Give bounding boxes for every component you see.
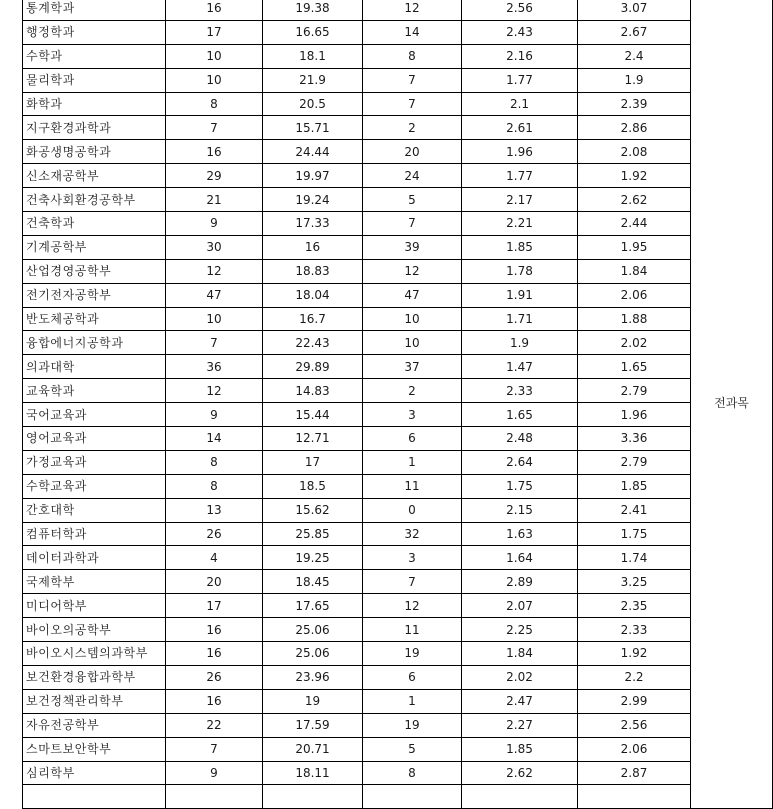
grade-a-cell: 1.85	[462, 235, 578, 259]
dept-name-cell: 산업경영공학부	[23, 259, 166, 283]
table-row	[23, 164, 773, 188]
grade-b-cell: 2.4	[578, 44, 691, 68]
count-a-cell: 7	[166, 737, 263, 761]
grade-a-cell: 1.9	[462, 331, 578, 355]
dept-name-cell: 보건정책관리학부	[23, 689, 166, 713]
count-b-cell: 3	[363, 546, 462, 570]
grade-a-cell: 2.43	[462, 20, 578, 44]
value-a-cell: 18.45	[263, 570, 363, 594]
table-row	[23, 713, 773, 737]
value-a-cell: 18.11	[263, 761, 363, 785]
value-a-cell: 20.5	[263, 92, 363, 116]
empty-cell	[462, 785, 578, 809]
grade-b-cell: 2.67	[578, 20, 691, 44]
table-row	[23, 737, 773, 761]
count-a-cell: 7	[166, 116, 263, 140]
dept-name-cell: 융합에너지공학과	[23, 331, 166, 355]
value-a-cell: 23.96	[263, 665, 363, 689]
dept-name-cell: 가정교육과	[23, 450, 166, 474]
count-b-cell: 12	[363, 0, 462, 20]
count-b-cell: 5	[363, 737, 462, 761]
dept-name-cell: 바이오시스템의과학부	[23, 642, 166, 666]
grade-a-cell: 2.62	[462, 761, 578, 785]
grade-b-cell: 2.08	[578, 140, 691, 164]
count-a-cell: 16	[166, 0, 263, 20]
grade-a-cell: 2.25	[462, 618, 578, 642]
count-b-cell: 47	[363, 283, 462, 307]
value-a-cell: 18.1	[263, 44, 363, 68]
dept-name-cell: 자유전공학부	[23, 713, 166, 737]
grade-b-cell: 1.96	[578, 403, 691, 427]
count-a-cell: 36	[166, 355, 263, 379]
grade-a-cell: 2.27	[462, 713, 578, 737]
value-a-cell: 19.38	[263, 0, 363, 20]
table-row	[23, 450, 773, 474]
value-a-cell: 18.83	[263, 259, 363, 283]
table-row	[23, 331, 773, 355]
count-a-cell: 10	[166, 307, 263, 331]
dept-name-cell: 의과대학	[23, 355, 166, 379]
grade-a-cell: 2.89	[462, 570, 578, 594]
value-a-cell: 19	[263, 689, 363, 713]
grade-b-cell: 1.85	[578, 474, 691, 498]
value-a-cell: 25.85	[263, 522, 363, 546]
value-a-cell: 25.06	[263, 642, 363, 666]
dept-name-cell: 수학교육과	[23, 474, 166, 498]
dept-name-cell: 지구환경과학과	[23, 116, 166, 140]
table-row	[23, 355, 773, 379]
dept-name-cell: 영어교육과	[23, 427, 166, 451]
dept-name-cell: 미디어학부	[23, 594, 166, 618]
count-b-cell: 24	[363, 164, 462, 188]
count-b-cell: 11	[363, 618, 462, 642]
dept-name-cell: 바이오의공학부	[23, 618, 166, 642]
grade-a-cell: 2.1	[462, 92, 578, 116]
count-b-cell: 0	[363, 498, 462, 522]
grade-b-cell: 2.02	[578, 331, 691, 355]
count-b-cell: 8	[363, 761, 462, 785]
count-a-cell: 14	[166, 427, 263, 451]
grade-b-cell: 2.99	[578, 689, 691, 713]
grade-b-cell: 1.92	[578, 164, 691, 188]
dept-name-cell: 행정학과	[23, 20, 166, 44]
count-a-cell: 9	[166, 212, 263, 236]
value-a-cell: 18.04	[263, 283, 363, 307]
grade-a-cell: 1.85	[462, 737, 578, 761]
table-row	[23, 140, 773, 164]
count-a-cell: 9	[166, 761, 263, 785]
grade-a-cell: 2.33	[462, 379, 578, 403]
count-a-cell: 9	[166, 403, 263, 427]
value-a-cell: 12.71	[263, 427, 363, 451]
dept-name-cell: 건축사회환경공학부	[23, 188, 166, 212]
grade-b-cell: 2.41	[578, 498, 691, 522]
count-b-cell: 2	[363, 379, 462, 403]
table-row	[23, 761, 773, 785]
table-row	[23, 785, 773, 809]
table-row	[23, 212, 773, 236]
grade-a-cell: 2.17	[462, 188, 578, 212]
empty-cell	[23, 785, 166, 809]
count-b-cell: 12	[363, 594, 462, 618]
grade-b-cell: 1.75	[578, 522, 691, 546]
value-a-cell: 19.24	[263, 188, 363, 212]
grade-a-cell: 1.65	[462, 403, 578, 427]
count-b-cell: 20	[363, 140, 462, 164]
count-a-cell: 26	[166, 522, 263, 546]
table-row	[23, 92, 773, 116]
table-row	[23, 570, 773, 594]
count-b-cell: 1	[363, 450, 462, 474]
grade-a-cell: 2.07	[462, 594, 578, 618]
dept-name-cell: 수학과	[23, 44, 166, 68]
table-body	[23, 0, 773, 809]
value-a-cell: 14.83	[263, 379, 363, 403]
value-a-cell: 22.43	[263, 331, 363, 355]
dept-name-cell: 보건환경융합과학부	[23, 665, 166, 689]
grade-a-cell: 1.64	[462, 546, 578, 570]
empty-cell	[363, 785, 462, 809]
dept-name-cell: 컴퓨터학과	[23, 522, 166, 546]
grade-a-cell: 2.48	[462, 427, 578, 451]
table-row	[23, 665, 773, 689]
count-a-cell: 8	[166, 92, 263, 116]
table-row	[23, 522, 773, 546]
grade-b-cell: 1.65	[578, 355, 691, 379]
dept-name-cell: 교육학과	[23, 379, 166, 403]
count-b-cell: 1	[363, 689, 462, 713]
grade-b-cell: 2.87	[578, 761, 691, 785]
dept-name-cell: 반도체공학과	[23, 307, 166, 331]
count-b-cell: 19	[363, 642, 462, 666]
table-row	[23, 188, 773, 212]
grade-b-cell: 2.33	[578, 618, 691, 642]
count-a-cell: 16	[166, 642, 263, 666]
grade-a-cell: 1.96	[462, 140, 578, 164]
value-a-cell: 15.71	[263, 116, 363, 140]
count-a-cell: 30	[166, 235, 263, 259]
count-b-cell: 37	[363, 355, 462, 379]
grade-a-cell: 2.56	[462, 0, 578, 20]
dept-name-cell: 스마트보안학부	[23, 737, 166, 761]
table-row	[23, 20, 773, 44]
grade-a-cell: 1.71	[462, 307, 578, 331]
count-b-cell: 19	[363, 713, 462, 737]
grade-a-cell: 2.02	[462, 665, 578, 689]
value-a-cell: 17.33	[263, 212, 363, 236]
count-b-cell: 12	[363, 259, 462, 283]
value-a-cell: 20.71	[263, 737, 363, 761]
value-a-cell: 24.44	[263, 140, 363, 164]
dept-name-cell: 건축학과	[23, 212, 166, 236]
dept-name-cell: 데이터과학과	[23, 546, 166, 570]
empty-cell	[263, 785, 363, 809]
dept-name-cell: 국제학부	[23, 570, 166, 594]
table-row	[23, 546, 773, 570]
grade-b-cell: 2.79	[578, 379, 691, 403]
value-a-cell: 25.06	[263, 618, 363, 642]
grade-a-cell: 1.75	[462, 474, 578, 498]
value-a-cell: 16	[263, 235, 363, 259]
dept-name-cell: 화공생명공학과	[23, 140, 166, 164]
count-a-cell: 4	[166, 546, 263, 570]
count-a-cell: 22	[166, 713, 263, 737]
count-a-cell: 17	[166, 594, 263, 618]
count-b-cell: 5	[363, 188, 462, 212]
grade-b-cell: 2.35	[578, 594, 691, 618]
table-row	[23, 44, 773, 68]
value-a-cell: 17.65	[263, 594, 363, 618]
grade-b-cell: 1.74	[578, 546, 691, 570]
grade-a-cell: 1.84	[462, 642, 578, 666]
count-a-cell: 12	[166, 259, 263, 283]
grade-a-cell: 2.16	[462, 44, 578, 68]
count-b-cell: 11	[363, 474, 462, 498]
value-a-cell: 15.62	[263, 498, 363, 522]
dept-name-cell: 신소재공학부	[23, 164, 166, 188]
grade-a-cell: 1.78	[462, 259, 578, 283]
count-b-cell: 6	[363, 665, 462, 689]
count-a-cell: 7	[166, 331, 263, 355]
count-a-cell: 16	[166, 618, 263, 642]
count-b-cell: 39	[363, 235, 462, 259]
grade-b-cell: 2.44	[578, 212, 691, 236]
dept-name-cell: 간호대학	[23, 498, 166, 522]
table-row	[23, 427, 773, 451]
grade-b-cell: 1.88	[578, 307, 691, 331]
grade-a-cell: 1.77	[462, 68, 578, 92]
table-row	[23, 235, 773, 259]
count-b-cell: 10	[363, 307, 462, 331]
table-row	[23, 594, 773, 618]
count-b-cell: 3	[363, 403, 462, 427]
grade-b-cell: 1.9	[578, 68, 691, 92]
count-b-cell: 10	[363, 331, 462, 355]
table-row	[23, 283, 773, 307]
dept-name-cell: 기계공학부	[23, 235, 166, 259]
count-a-cell: 10	[166, 68, 263, 92]
count-a-cell: 10	[166, 44, 263, 68]
grade-a-cell: 1.91	[462, 283, 578, 307]
table-row	[23, 259, 773, 283]
count-b-cell: 2	[363, 116, 462, 140]
table-row	[23, 379, 773, 403]
dept-name-cell: 심리학부	[23, 761, 166, 785]
grade-a-cell: 1.47	[462, 355, 578, 379]
value-a-cell: 18.5	[263, 474, 363, 498]
grade-b-cell: 1.84	[578, 259, 691, 283]
count-b-cell: 7	[363, 570, 462, 594]
value-a-cell: 19.97	[263, 164, 363, 188]
count-a-cell: 29	[166, 164, 263, 188]
grade-b-cell: 3.25	[578, 570, 691, 594]
value-a-cell: 29.89	[263, 355, 363, 379]
grade-a-cell: 1.77	[462, 164, 578, 188]
table-row	[23, 403, 773, 427]
value-a-cell: 21.9	[263, 68, 363, 92]
dept-name-cell: 물리학과	[23, 68, 166, 92]
grade-b-cell: 2.39	[578, 92, 691, 116]
table-row	[23, 116, 773, 140]
table-row	[23, 689, 773, 713]
table-row	[23, 618, 773, 642]
grade-b-cell: 2.62	[578, 188, 691, 212]
empty-cell	[578, 785, 691, 809]
grade-b-cell: 2.86	[578, 116, 691, 140]
count-a-cell: 8	[166, 450, 263, 474]
table-row	[23, 642, 773, 666]
grade-b-cell: 2.06	[578, 737, 691, 761]
dept-name-cell: 통계학과	[23, 0, 166, 20]
grade-a-cell: 1.63	[462, 522, 578, 546]
table-row	[23, 0, 773, 20]
grade-b-cell: 2.56	[578, 713, 691, 737]
grade-a-cell: 2.47	[462, 689, 578, 713]
grade-b-cell: 2.06	[578, 283, 691, 307]
count-a-cell: 20	[166, 570, 263, 594]
grade-a-cell: 2.21	[462, 212, 578, 236]
subject-scope-note: 전과목	[691, 0, 773, 809]
admissions-table	[22, 0, 773, 809]
dept-name-cell: 국어교육과	[23, 403, 166, 427]
count-b-cell: 7	[363, 68, 462, 92]
grade-a-cell: 2.15	[462, 498, 578, 522]
grade-b-cell: 3.07	[578, 0, 691, 20]
value-a-cell: 17.59	[263, 713, 363, 737]
count-b-cell: 7	[363, 92, 462, 116]
table-row	[23, 68, 773, 92]
count-b-cell: 7	[363, 212, 462, 236]
table-row	[23, 474, 773, 498]
value-a-cell: 19.25	[263, 546, 363, 570]
value-a-cell: 16.65	[263, 20, 363, 44]
grade-b-cell: 1.95	[578, 235, 691, 259]
grade-b-cell: 2.79	[578, 450, 691, 474]
count-a-cell: 21	[166, 188, 263, 212]
grade-b-cell: 1.92	[578, 642, 691, 666]
dept-name-cell: 화학과	[23, 92, 166, 116]
count-a-cell: 16	[166, 689, 263, 713]
value-a-cell: 15.44	[263, 403, 363, 427]
value-a-cell: 16.7	[263, 307, 363, 331]
dept-name-cell: 전기전자공학부	[23, 283, 166, 307]
grade-b-cell: 3.36	[578, 427, 691, 451]
count-a-cell: 17	[166, 20, 263, 44]
count-b-cell: 6	[363, 427, 462, 451]
count-b-cell: 14	[363, 20, 462, 44]
count-a-cell: 12	[166, 379, 263, 403]
count-b-cell: 32	[363, 522, 462, 546]
admissions-table-container	[22, 0, 773, 809]
count-a-cell: 26	[166, 665, 263, 689]
grade-a-cell: 2.64	[462, 450, 578, 474]
count-a-cell: 16	[166, 140, 263, 164]
table-row	[23, 498, 773, 522]
grade-b-cell: 2.2	[578, 665, 691, 689]
value-a-cell: 17	[263, 450, 363, 474]
empty-cell	[166, 785, 263, 809]
count-a-cell: 47	[166, 283, 263, 307]
count-a-cell: 13	[166, 498, 263, 522]
count-a-cell: 8	[166, 474, 263, 498]
count-b-cell: 8	[363, 44, 462, 68]
grade-a-cell: 2.61	[462, 116, 578, 140]
table-row	[23, 307, 773, 331]
